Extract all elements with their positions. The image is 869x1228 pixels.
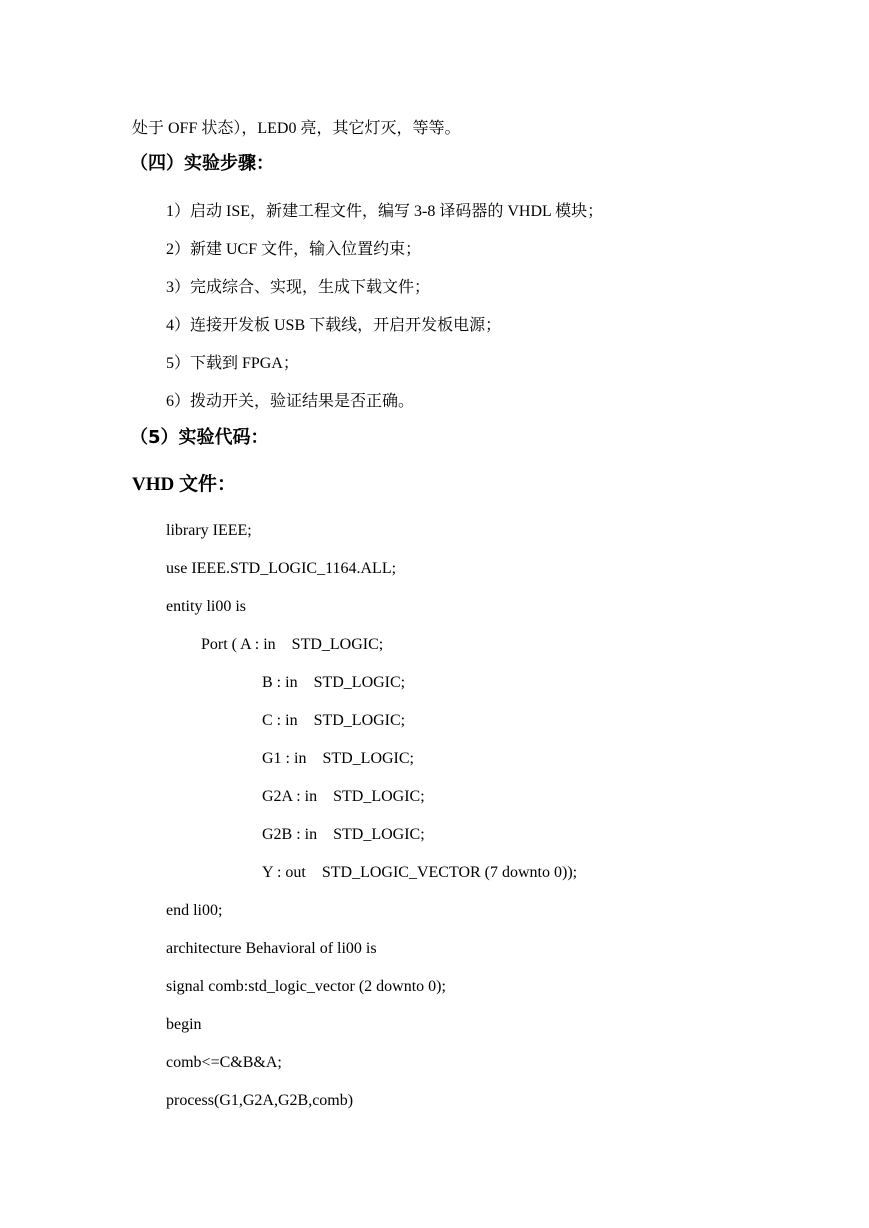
code-line: B : in STD_LOGIC; [262, 674, 406, 691]
code-line: end li00; [166, 902, 223, 919]
code-line: use IEEE.STD_LOGIC_1164.ALL; [166, 560, 397, 577]
step-item: 2）新建 UCF 文件，输入位置约束； [166, 241, 422, 258]
code-line: C : in STD_LOGIC; [262, 712, 406, 729]
step-item: 3）完成综合、实现，生成下载文件； [166, 279, 431, 296]
step-item: 1）启动 ISE，新建工程文件，编写 3-8 译码器的 VHDL 模块； [166, 203, 604, 220]
code-line: signal comb:std_logic_vector (2 downto 0); [166, 978, 446, 995]
code-line: G2B : in STD_LOGIC; [262, 826, 425, 843]
step-item: 4）连接开发板 USB 下载线，开启开发板电源； [166, 317, 502, 334]
code-line: G1 : in STD_LOGIC; [262, 750, 414, 767]
code-line: begin [166, 1016, 202, 1033]
vhd-file-heading: VHD 文件： [132, 474, 236, 495]
code-line: library IEEE; [166, 522, 252, 539]
code-line: entity li00 is [166, 598, 246, 615]
code-line: Y : out STD_LOGIC_VECTOR (7 downto 0)); [262, 864, 578, 881]
code-heading: （5）实验代码： [130, 427, 269, 448]
code-line: G2A : in STD_LOGIC; [262, 788, 425, 805]
code-line: comb<=C&B&A; [166, 1054, 282, 1071]
step-item: 5）下载到 FPGA； [166, 355, 299, 372]
code-line: Port ( A : in STD_LOGIC; [201, 636, 384, 653]
code-line: process(G1,G2A,G2B,comb) [166, 1092, 354, 1109]
code-line: architecture Behavioral of li00 is [166, 940, 377, 957]
intro-line: 处于 OFF 状态），LED0 亮，其它灯灭，等等。 [132, 120, 461, 137]
step-item: 6）拨动开关，验证结果是否正确。 [166, 393, 415, 410]
steps-heading: （四）实验步骤： [130, 153, 274, 174]
